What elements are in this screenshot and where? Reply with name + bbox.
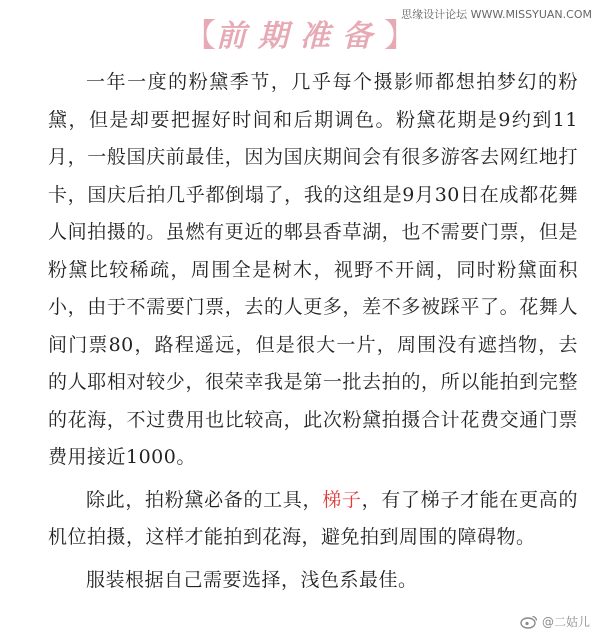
- highlight-ladder: 梯子: [322, 488, 362, 511]
- title-left-bracket: 【: [183, 16, 216, 54]
- weibo-icon: [520, 614, 538, 629]
- site-tag: 思缘设计论坛 WWW.MISSYUAN.COM: [401, 8, 592, 21]
- paragraph-1: 一年一度的粉黛季节，几乎每个摄影师都想拍梦幻的粉黛，但是却要把握好时间和后期调色。粉黛花期是9约到11月，一般国庆前最佳，因为国庆期间会有很多游客去网红地打卡，国庆后拍几乎都倒塌了，我的这组是9月30日在成都花舞人间拍摄的。虽燃有更近的郫县香草湖，也不需要门票，但是粉黛比较稀疏，周围全是树木，视野不开阔，同时粉黛面积小，由于不需要门票，去的人更多，差不多被踩平了。花舞人间门票80，路程遥远，但是很大一片，周围没有遮挡物，去的人耶相对较少，很荣幸我是第一批去拍的，所以能拍到完整的花海，不过费用也比较高，此次粉黛拍摄合计花费交通门票费用接近1000。: [48, 71, 578, 468]
- paragraph-2: [48, 482, 578, 557]
- paragraph-2-before: 除此，拍粉黛必备的工具，: [86, 488, 323, 511]
- title-text: 前期准备: [216, 19, 384, 54]
- watermark-text: @二姑儿: [541, 615, 590, 629]
- paragraph-3: 服装根据自己需要选择，浅色系最佳。: [86, 568, 418, 591]
- article-body: [48, 64, 578, 599]
- section-title: [0, 10, 600, 56]
- title-right-bracket: 】: [384, 16, 417, 54]
- paragraph-2-after: ，有了梯子才能在更高的机位拍摄，这样才能拍到花海，避免拍到周围的障碍物。: [48, 488, 578, 548]
- watermark: [520, 613, 590, 630]
